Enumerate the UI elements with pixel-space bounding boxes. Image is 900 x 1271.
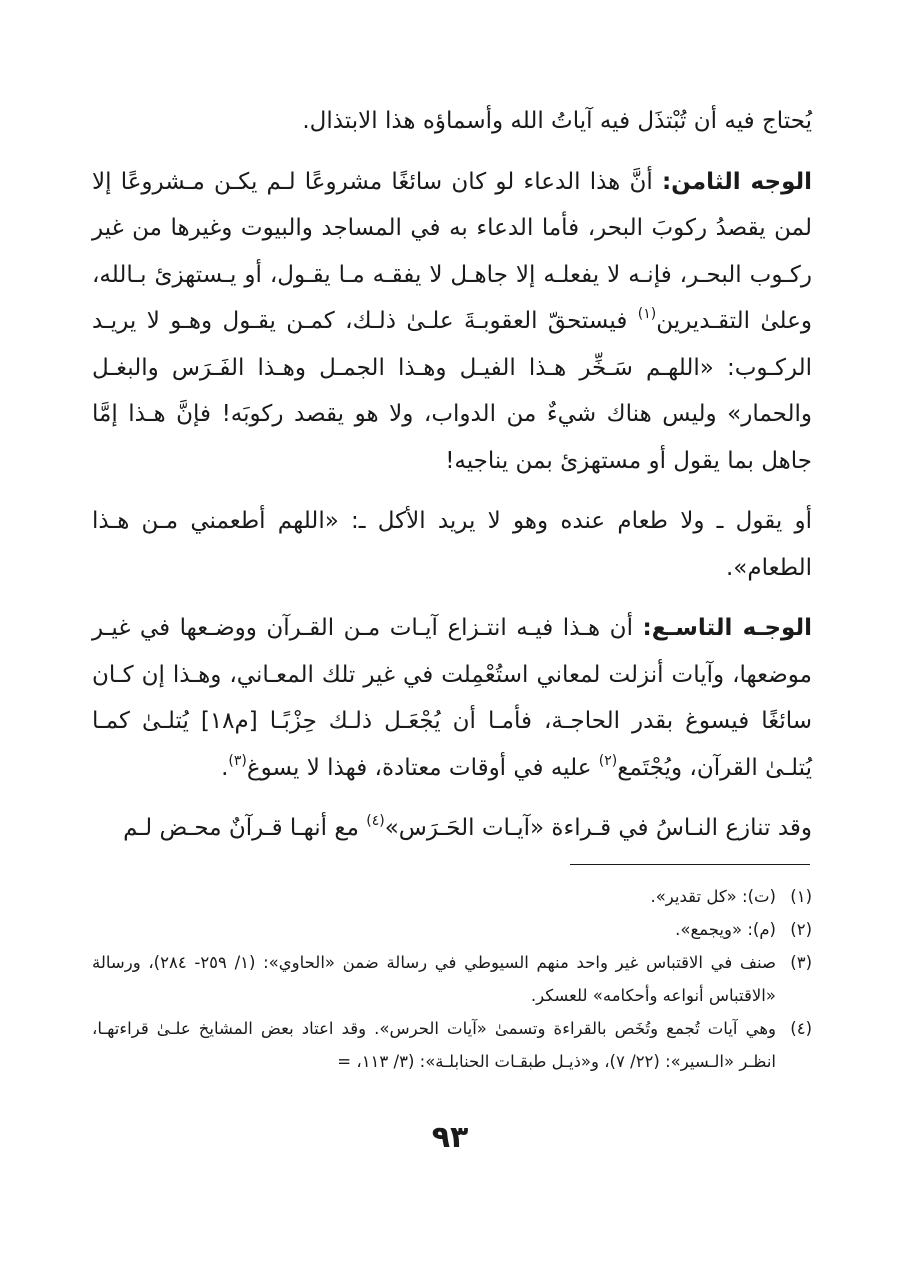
footnote-1 [92, 880, 812, 913]
paragraph-2 [92, 159, 812, 485]
paragraph-5 [92, 805, 812, 852]
footnote-text: (ت): «كل تقدير». [650, 887, 776, 906]
footnote-number: (١) [790, 887, 812, 906]
paragraph-2-text-a: أنَّ هذا الدعاء لو كان سائغًا مشروعًا لـم يكـن مـشروعًا إلا لمن يقصدُ ركوبَ البحر، فأما الدعاء به في المساجد والبيوت وغيرها من غير ركـوب البحـر، فإنـه لا يفعلـه إلا جاهـل لا يفقـه مـا يقـول، أو يـستهزئ بـالله، وعلىٰ التقـديرين [92, 168, 812, 334]
page-number: ٩٣ [431, 1120, 469, 1155]
paragraph-2-text-b: فيستحقّ العقوبـةَ علـىٰ ذلـك، كمـن يقـول وهـو لا يريـد الركـوب: «اللهـم سَـخِّر هـذا الفيـل وهـذا الجمـل وهـذا الفَـرَس والبغـل والحمار» وليس هناك شيءٌ من الدواب، ولا هو يقصد ركوبَه! فإنَّ هـذا إمَّا جاهل بما يقول أو مستهزئ بمن يناجيه! [92, 308, 812, 474]
paragraph-4-heading: الوجـه التاسـع: [642, 615, 812, 641]
footnote-ref-4[interactable]: (٤) [366, 813, 385, 829]
main-text [92, 98, 812, 866]
paragraph-4-text-a: أن هـذا فيـه انتـزاع آيـات مـن القـرآن ووضـعها في غيـر موضعها، وآيات أنزلت لمعاني استُعْمِلت في غير تلك المعـاني، وهـذا إن كـان سائغًا فيسوغ بقدر الحاجـة، فأمـا أن يُجْعَـل ذلـك حِزْبًـا [م١٨] يُتلـىٰ كمـا يُتلـىٰ القرآن، ويُجْتَمع [92, 615, 813, 781]
paragraph-2-heading: الوجه الثامن: [661, 168, 813, 195]
footnote-separator [570, 864, 810, 865]
footnote-number: (٤) [790, 1019, 812, 1038]
footnote-text: صنف في الاقتباس غير واحد منهم السيوطي في رسالة ضمن «الحاوي»: (١/ ٢٥٩- ٢٨٤)، ورسالة «الاقتباس أنواعه وأحكامه» للعسكر. [92, 953, 777, 1005]
footnote-3 [92, 946, 812, 1012]
footnote-text: (م): «ويجمع». [675, 920, 776, 939]
footnotes [92, 880, 812, 1078]
footnote-ref-2[interactable]: (٢) [598, 752, 618, 769]
paragraph-5-text-b: مع أنهـا قـرآنٌ محـض لـم [123, 815, 367, 841]
paragraph-4-text-b: عليه في أوقات معتادة، فهذا لا يسوغ [246, 754, 599, 781]
paragraph-4-text-c: . [221, 754, 229, 781]
footnote-2 [92, 913, 812, 946]
footnote-number: (٣) [790, 953, 812, 972]
footnote-ref-1[interactable]: (١) [637, 306, 657, 322]
footnote-ref-3[interactable]: (٣) [228, 752, 247, 769]
footnote-number: (٢) [790, 920, 812, 939]
paragraph-5-text-a: وقد تنازع النـاسُ في قـراءة «آيـات الحَـرَس» [384, 815, 812, 841]
paragraph-1: يُحتاج فيه أن تُبْتذَل فيه آياتُ الله وأسماؤه هذا الابتذال. [302, 108, 812, 134]
paragraph-4 [92, 605, 812, 791]
footnote-4 [92, 1012, 812, 1078]
footnote-text: وهي آيات تُجمع وتُخَص بالقراءة وتسمىٰ «آيات الحرس». وقد اعتاد بعض المشايخ علـىٰ قراءتهـا، انظـر «الـسير»: (٢٢/ ٧)، و«ذيـل طبقـات الحنابلـة»: (٣/ ١١٣، = [92, 1019, 776, 1071]
paragraph-3: أو يقول ـ ولا طعام عنده وهو لا يريد الأكل ـ: «اللهم أطعمني مـن هـذا الطعام». [92, 508, 812, 581]
